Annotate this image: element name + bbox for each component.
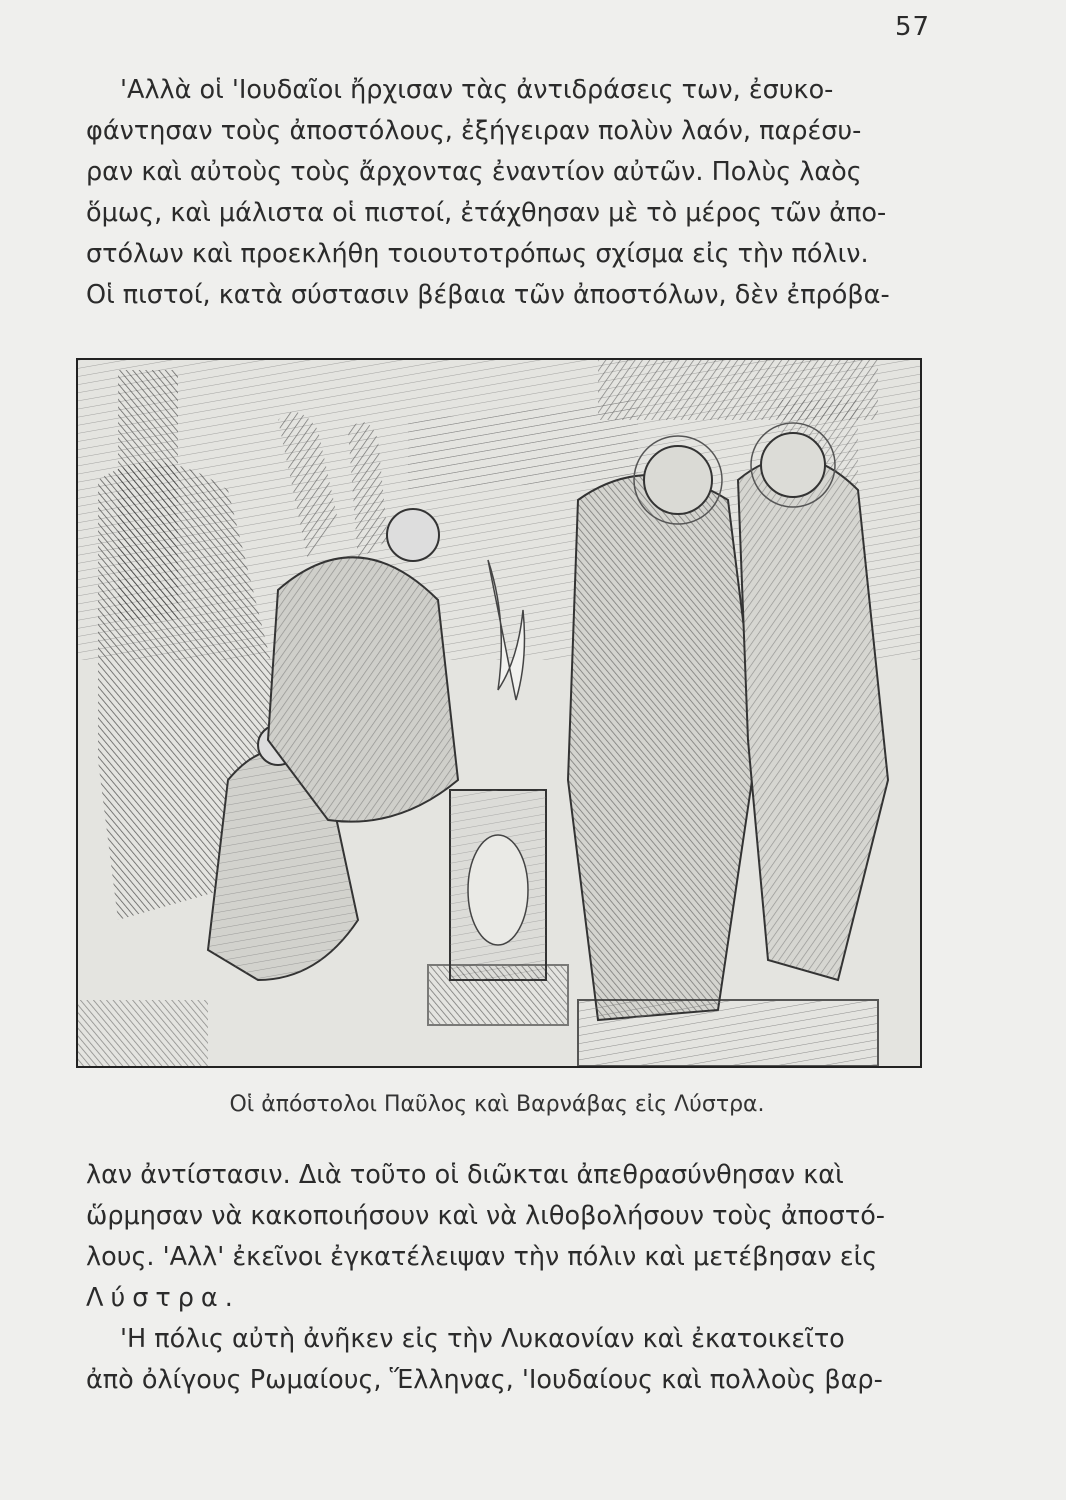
text-line: 'Η πόλις αὐτὴ ἀνῆκεν εἰς τὴν Λυκαονίαν καὶ ἐκατοικεῖτο — [120, 1324, 845, 1354]
text-line: ἀπὸ ὀλίγους Ρωμαίους, Ἕλληνας, 'Ιουδαίους καὶ πολλοὺς βαρ- — [86, 1365, 883, 1395]
text-line: φάντησαν τοὺς ἀποστόλους, ἐξήγειραν πολὺν λαόν, παρέσυ- — [86, 116, 862, 146]
page-number: 57 — [895, 12, 931, 42]
text-line: 'Αλλὰ οἱ 'Ιουδαῖοι ἤρχισαν τὰς ἀντιδράσεις των, ἐσυκο- — [120, 75, 834, 105]
text-line: λαν ἀντίστασιν. Διὰ τοῦτο οἱ διῶκται ἀπεθρασύνθησαν καὶ — [86, 1160, 844, 1190]
text-line: Οἱ πιστοί, κατὰ σύστασιν βέβαια τῶν ἀποστόλων, δὲν ἐπρόβα- — [86, 280, 890, 310]
illustration-icon — [78, 360, 920, 1066]
paragraph-bottom — [86, 1155, 946, 1401]
text-line: ὅμως, καὶ μάλιστα οἱ πιστοί, ἐτάχθησαν μὲ τὸ μέρος τῶν ἀπο- — [86, 198, 887, 228]
paragraph-top — [86, 70, 946, 316]
text-line: λους. 'Αλλ' ἐκεῖνοι ἐγκατέλειψαν τὴν πόλιν καὶ μετέβησαν εἰς — [86, 1242, 878, 1272]
text-line: ραν καὶ αὐτοὺς τοὺς ἄρχοντας ἐναντίον αὐτῶν. Πολὺς λαὸς — [86, 157, 862, 187]
text-line: στόλων καὶ προεκλήθη τοιουτοτρόπως σχίσμα εἰς τὴν πόλιν. — [86, 239, 869, 269]
text-line: Λύστρα. — [86, 1283, 240, 1313]
text-line: ὥρμησαν νὰ κακοποιήσουν καὶ νὰ λιθοβολήσουν τοὺς ἀποστό- — [86, 1201, 885, 1231]
illustration-caption: Οἱ ἀπόστολοι Παῦλος καὶ Βαρνάβας εἰς Λύστρα. — [229, 1092, 765, 1117]
engraving-illustration — [76, 358, 922, 1068]
